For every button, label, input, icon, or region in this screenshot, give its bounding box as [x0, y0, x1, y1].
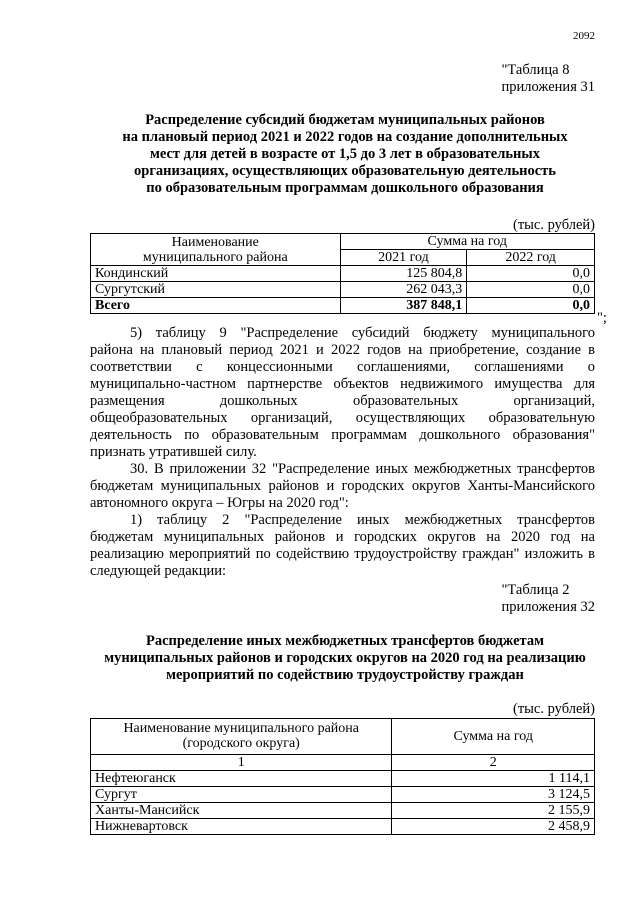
table-row [91, 787, 595, 803]
row-name: Нефтеюганск [91, 771, 392, 787]
row-name: Ханты-Мансийск [91, 803, 392, 819]
text-line: муниципально-частном партнерстве объектов недвижимого имущества для [90, 376, 595, 392]
caption-line: "Таблица 8 [501, 62, 570, 78]
total-value-2021: 387 848,1 [340, 298, 467, 314]
text-line: 5) таблицу 9 "Распределение субсидий бюджету муниципального [130, 325, 595, 341]
header-name: Наименование муниципального района [91, 234, 341, 266]
table8-title [90, 112, 600, 197]
header-year-2022: 2022 год [467, 250, 595, 266]
total-value-2022: 0,0 [467, 298, 595, 314]
title-line: мест для детей в возрасте от 1,5 до 3 лет в образовательных [150, 146, 540, 162]
paragraph-item-5 [90, 325, 595, 461]
text-line: района на плановый период 2021 и 2022 годов на приобретение, создание в [90, 342, 595, 358]
row-value-2021: 125 804,8 [340, 266, 467, 282]
table-row [91, 819, 595, 835]
header-sum: Сумма на год [340, 234, 594, 250]
paragraph-item-30 [90, 461, 595, 512]
row-value-2021: 262 043,3 [340, 282, 467, 298]
caption-line: "Таблица 2 [501, 582, 570, 598]
header-sum: Сумма на год [392, 719, 595, 755]
header-year-2021: 2021 год [340, 250, 467, 266]
row-value-2022: 0,0 [467, 282, 595, 298]
closing-quote: "; [597, 310, 607, 326]
text-line: размещения дошкольных образовательных организаций, [90, 393, 595, 409]
header-col-1: 1 [91, 755, 392, 771]
text-line: бюджетам муниципальных районов и городских округов Ханты-Мансийского [90, 478, 595, 494]
table-row [91, 771, 595, 787]
row-name: Сургут [91, 787, 392, 803]
title-line: Распределение иных межбюджетных трансфертов бюджетам [146, 633, 544, 649]
text-line: общеобразовательных организаций, осуществляющих образовательную [90, 410, 595, 426]
title-line: организациях, осуществляющих образовательную деятельность [134, 163, 556, 179]
caption-line: приложения 32 [501, 599, 595, 615]
title-line: мероприятий по содействию трудоустройству граждан [166, 667, 524, 683]
table8-caption [502, 62, 595, 96]
header-name: Наименование муниципального района (городского округа) [91, 719, 392, 755]
page-number: 2092 [573, 30, 595, 42]
header-col-2: 2 [392, 755, 595, 771]
row-value: 1 114,1 [392, 771, 595, 787]
table2 [90, 718, 595, 835]
table2-caption [502, 582, 595, 616]
row-value: 3 124,5 [392, 787, 595, 803]
caption-line: приложения 31 [501, 79, 595, 95]
text-line: 30. В приложении 32 "Распределение иных межбюджетных трансфертов [130, 461, 595, 477]
row-name: Нижневартовск [91, 819, 392, 835]
text-line: признать утратившей силу. [90, 444, 257, 460]
row-value-2022: 0,0 [467, 266, 595, 282]
paragraph-item-1 [90, 512, 595, 580]
row-name: Сургутский [91, 282, 341, 298]
text-line: реализацию мероприятий по содействию трудоустройству граждан" изложить в [90, 546, 595, 562]
text-line: бюджетам муниципальных районов и городских округов на 2020 год на [90, 529, 595, 545]
table2-unit: (тыс. рублей) [513, 701, 595, 717]
row-name: Кондинский [91, 266, 341, 282]
table2-title [90, 633, 600, 684]
total-row [91, 298, 595, 314]
text-line: 1) таблицу 2 "Распределение иных межбюджетных трансфертов [130, 512, 595, 528]
row-value: 2 155,9 [392, 803, 595, 819]
text-line: автономного округа – Югры на 2020 год": [90, 495, 349, 511]
title-line: Распределение субсидий бюджетам муниципальных районов [145, 112, 545, 128]
table8-unit: (тыс. рублей) [513, 217, 595, 233]
title-line: по образовательным программам дошкольного образования [146, 180, 544, 196]
table-row [91, 803, 595, 819]
text-line: деятельность по образовательным программам дошкольного образования" [90, 427, 595, 443]
text-line: соответствии с концессионными соглашениями, соглашениями о [90, 359, 595, 375]
title-line: муниципальных районов и городских округов на 2020 год на реализацию [104, 650, 586, 666]
total-name: Всего [91, 298, 341, 314]
table-row [91, 266, 595, 282]
table8 [90, 233, 595, 314]
row-value: 2 458,9 [392, 819, 595, 835]
table-row [91, 282, 595, 298]
text-line: следующей редакции: [90, 563, 227, 579]
title-line: на плановый период 2021 и 2022 годов на создание дополнительных [122, 129, 568, 145]
